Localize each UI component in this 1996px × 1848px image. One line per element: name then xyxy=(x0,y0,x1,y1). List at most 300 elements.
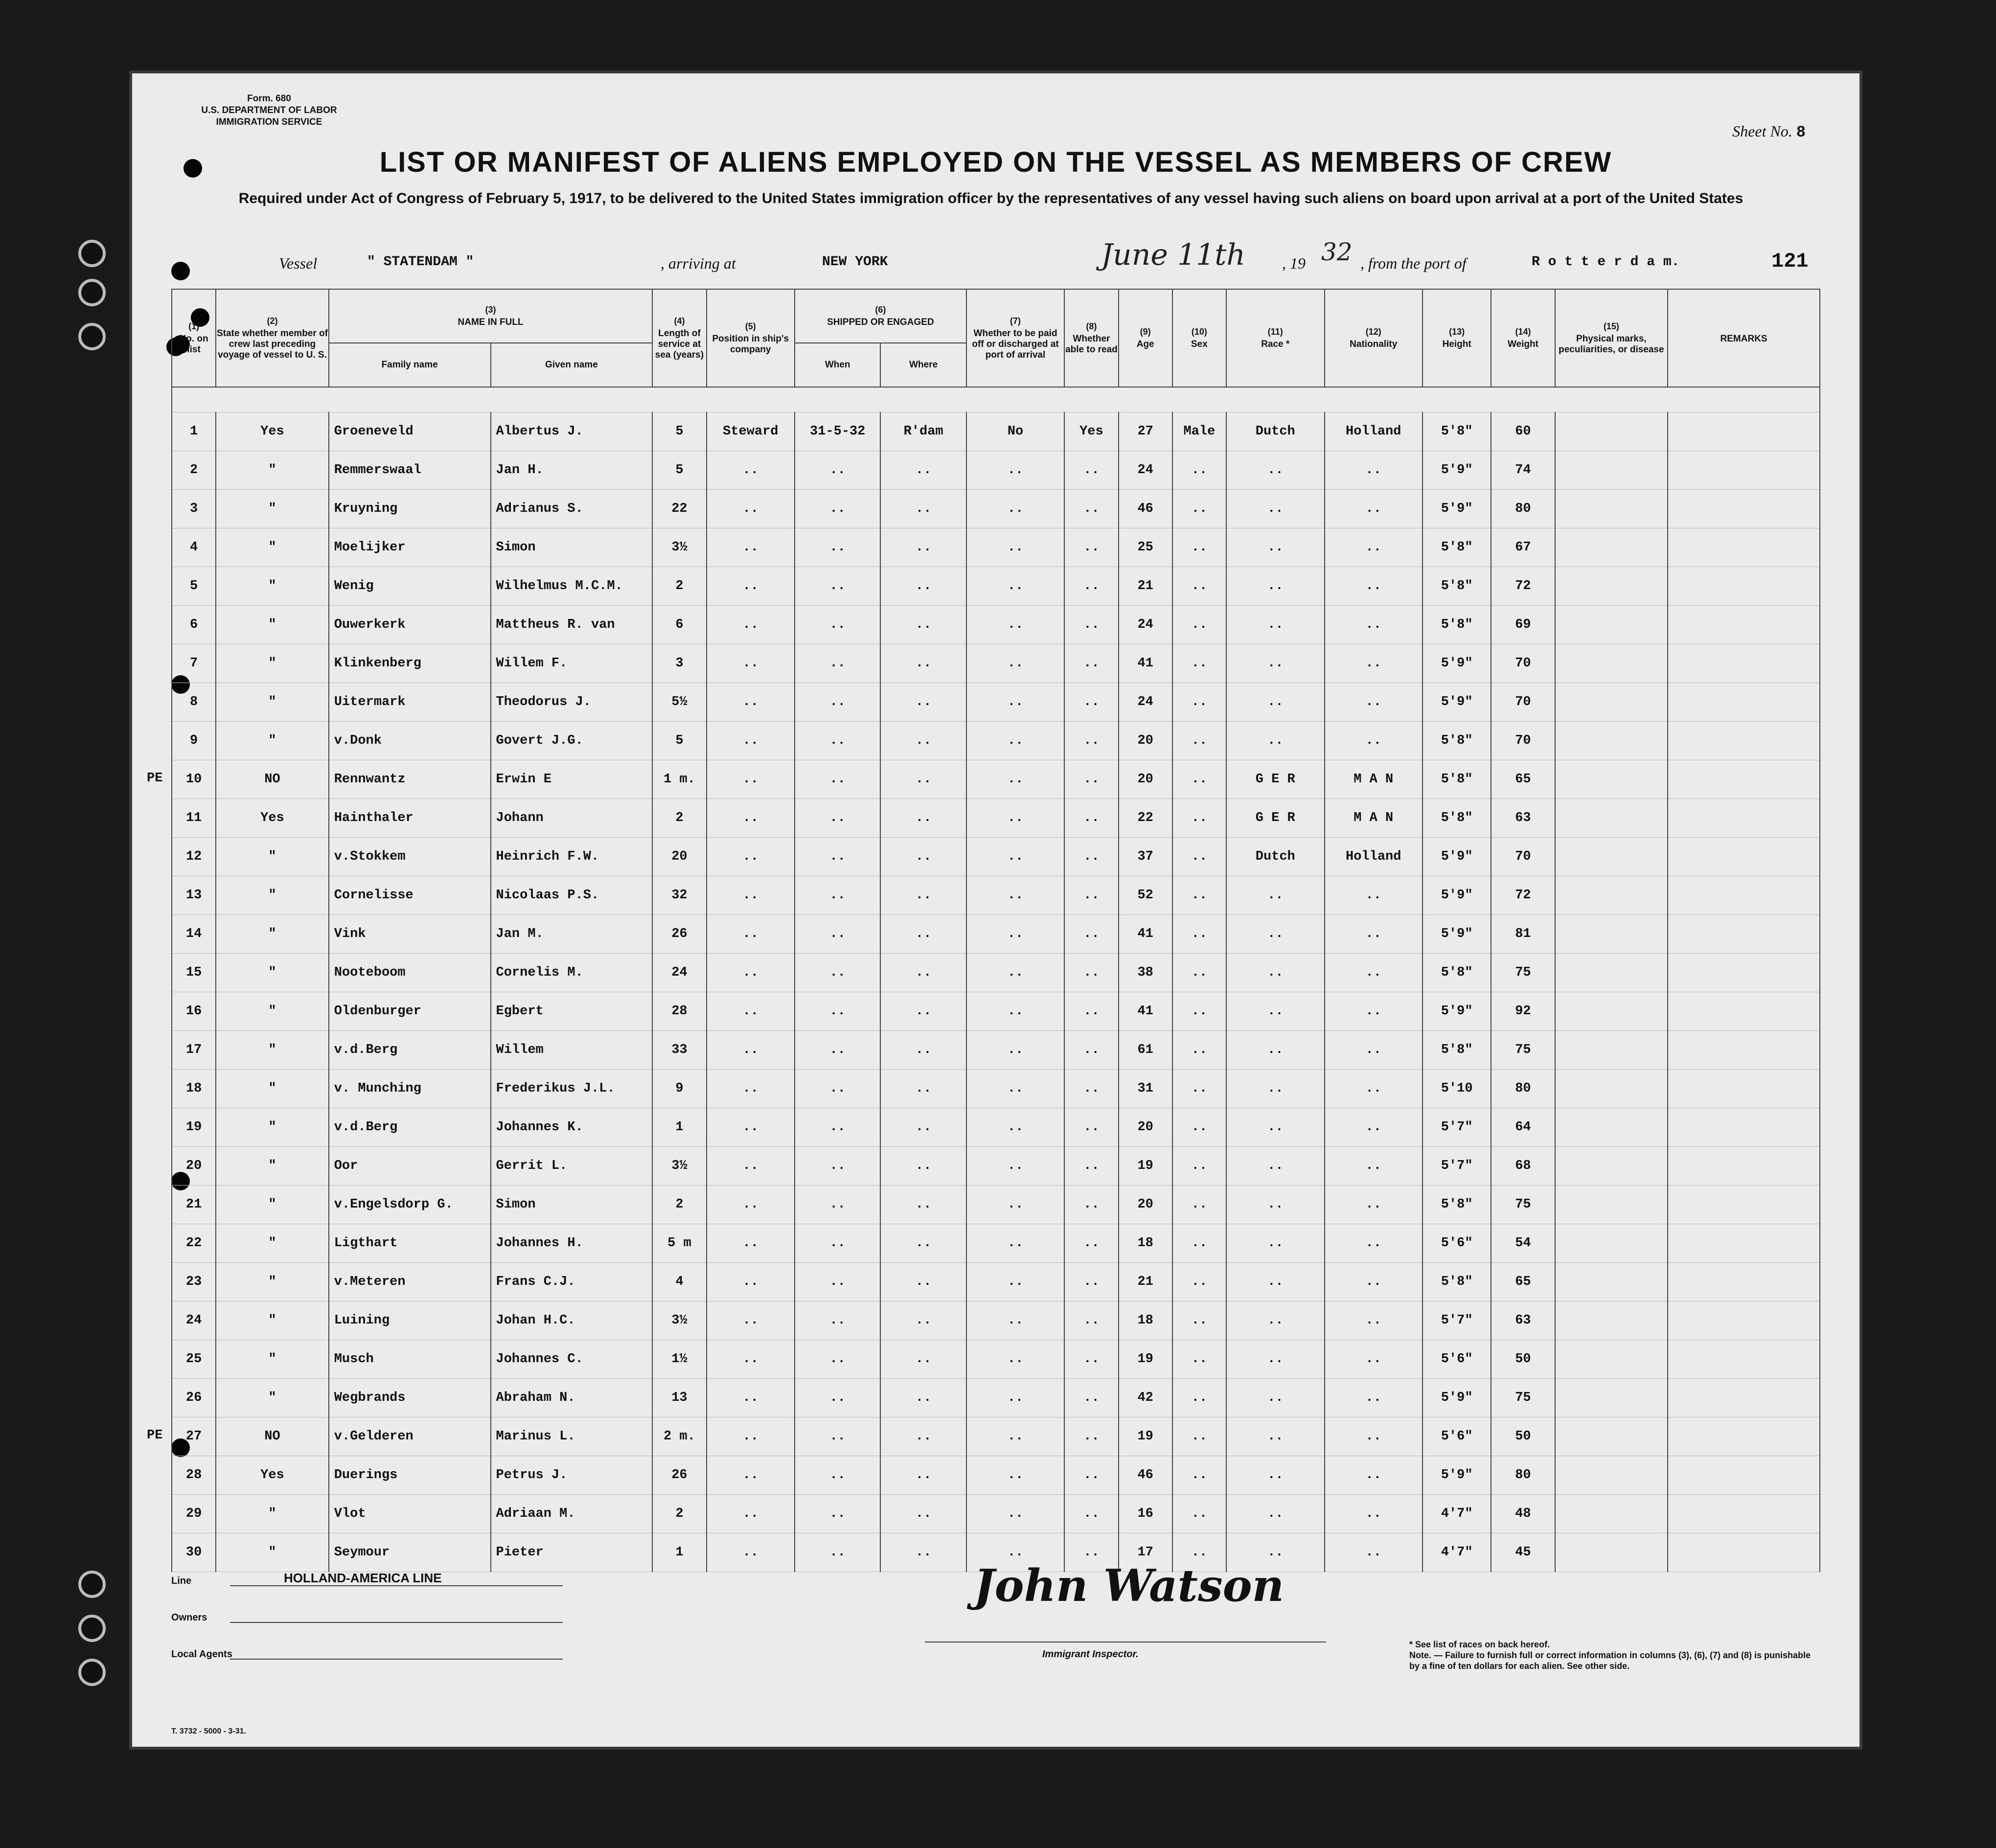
cell-nationality: .. xyxy=(1325,606,1422,644)
cell-position: .. xyxy=(707,1031,795,1070)
cell-given: Johannes H. xyxy=(491,1224,653,1263)
col-sex: (10) Sex xyxy=(1172,289,1226,387)
cell-service: 5 xyxy=(652,412,706,451)
cell-nationality: .. xyxy=(1325,1263,1422,1301)
cell-prev: " xyxy=(216,683,329,722)
cell-nationality: .. xyxy=(1325,1379,1422,1417)
cell-no: 21 xyxy=(172,1186,216,1224)
cell-weight: 72 xyxy=(1491,567,1555,606)
cell-paid: .. xyxy=(966,954,1064,992)
cell-when: .. xyxy=(795,915,880,954)
cell-given: Simon xyxy=(491,1186,653,1224)
from-label: , from the port of xyxy=(1360,254,1467,272)
cell-weight: 80 xyxy=(1491,1070,1555,1108)
cell-where: .. xyxy=(880,1340,966,1379)
cell-sex: .. xyxy=(1172,606,1226,644)
cell-height: 5'10 xyxy=(1422,1070,1491,1108)
cell-remarks xyxy=(1668,567,1820,606)
cell-weight: 80 xyxy=(1491,490,1555,528)
footer xyxy=(171,1560,1820,1737)
cell-age: 31 xyxy=(1119,1070,1172,1108)
cell-paid: .. xyxy=(966,722,1064,760)
cell-physical-marks xyxy=(1555,644,1668,683)
cell-weight: 68 xyxy=(1491,1147,1555,1186)
crew-manifest-table xyxy=(171,289,1820,1572)
cell-service: 4 xyxy=(652,1263,706,1301)
table-row xyxy=(172,1108,1820,1147)
cell-remarks xyxy=(1668,992,1820,1031)
table-row xyxy=(172,1031,1820,1070)
cell-paid: .. xyxy=(966,1340,1064,1379)
cell-physical-marks xyxy=(1555,954,1668,992)
pe-marker: PE xyxy=(147,771,163,786)
cell-family: Hainthaler xyxy=(329,799,491,838)
cell-sex: .. xyxy=(1172,1224,1226,1263)
cell-nationality: .. xyxy=(1325,490,1422,528)
cell-prev: " xyxy=(216,1495,329,1533)
cell-no: 23 xyxy=(172,1263,216,1301)
cell-weight: 45 xyxy=(1491,1533,1555,1572)
cell-position: .. xyxy=(707,1147,795,1186)
cell-age: 46 xyxy=(1119,490,1172,528)
table-row xyxy=(172,1495,1820,1533)
cell-physical-marks xyxy=(1555,1495,1668,1533)
cell-position: .. xyxy=(707,528,795,567)
owners-label: Owners xyxy=(171,1612,207,1623)
cell-where: .. xyxy=(880,1263,966,1301)
cell-height: 5'8" xyxy=(1422,1031,1491,1070)
cell-physical-marks xyxy=(1555,722,1668,760)
cell-nationality: .. xyxy=(1325,1417,1422,1456)
col-length-of-service: (4) Length of service at sea (years) xyxy=(652,289,706,387)
cell-age: 46 xyxy=(1119,1456,1172,1495)
cell-prev: " xyxy=(216,992,329,1031)
col-paid-off: (7) Whether to be paid off or discharged at port of arrival xyxy=(966,289,1064,387)
cell-physical-marks xyxy=(1555,1147,1668,1186)
cell-age: 18 xyxy=(1119,1224,1172,1263)
cell-family: Uitermark xyxy=(329,683,491,722)
footnote-penalty: Note. — Failure to furnish full or correct information in columns (3), (6), (7) and (8) is punishable by a fine of ten dollars for each alien. See other side. xyxy=(1409,1650,1811,1671)
cell-no: 9 xyxy=(172,722,216,760)
col-physical-marks: (15) Physical marks, peculiarities, or disease xyxy=(1555,289,1668,387)
cell-read: .. xyxy=(1064,683,1118,722)
cell-nationality: M A N xyxy=(1325,799,1422,838)
cell-where: .. xyxy=(880,1147,966,1186)
cell-read: .. xyxy=(1064,1108,1118,1147)
cell-where: .. xyxy=(880,1495,966,1533)
pe-marker: PE xyxy=(147,1428,163,1443)
cell-paid: .. xyxy=(966,1533,1064,1572)
cell-prev: Yes xyxy=(216,799,329,838)
agents-label: Local Agents xyxy=(171,1649,232,1660)
cell-position: .. xyxy=(707,1108,795,1147)
cell-race: .. xyxy=(1226,1379,1324,1417)
cell-weight: 75 xyxy=(1491,1031,1555,1070)
cell-prev: " xyxy=(216,1340,329,1379)
cell-family: Moelijker xyxy=(329,528,491,567)
cell-height: 5'6" xyxy=(1422,1224,1491,1263)
cell-remarks xyxy=(1668,1456,1820,1495)
cell-sex: .. xyxy=(1172,1495,1226,1533)
cell-position: .. xyxy=(707,799,795,838)
cell-physical-marks xyxy=(1555,1417,1668,1456)
cell-physical-marks xyxy=(1555,412,1668,451)
cell-remarks xyxy=(1668,606,1820,644)
col-given-name: Given name xyxy=(491,343,653,387)
cell-remarks xyxy=(1668,644,1820,683)
cell-height: 5'8" xyxy=(1422,722,1491,760)
cell-physical-marks xyxy=(1555,992,1668,1031)
cell-height: 5'9" xyxy=(1422,1379,1491,1417)
cell-prev: " xyxy=(216,915,329,954)
cell-prev: " xyxy=(216,1147,329,1186)
cell-when: .. xyxy=(795,451,880,490)
cell-height: 5'6" xyxy=(1422,1417,1491,1456)
cell-nationality: M A N xyxy=(1325,760,1422,799)
cell-age: 27 xyxy=(1119,412,1172,451)
table-row xyxy=(172,606,1820,644)
cell-where: .. xyxy=(880,644,966,683)
cell-paid: .. xyxy=(966,567,1064,606)
cell-paid: .. xyxy=(966,683,1064,722)
cell-height: 5'8" xyxy=(1422,567,1491,606)
cell-sex: .. xyxy=(1172,1533,1226,1572)
cell-age: 41 xyxy=(1119,644,1172,683)
cell-remarks xyxy=(1668,412,1820,451)
cell-race: .. xyxy=(1226,567,1324,606)
cell-service: 22 xyxy=(652,490,706,528)
cell-remarks xyxy=(1668,1108,1820,1147)
cell-no: 19 xyxy=(172,1108,216,1147)
cell-paid: .. xyxy=(966,838,1064,876)
cell-height: 5'8" xyxy=(1422,954,1491,992)
cell-read: .. xyxy=(1064,1456,1118,1495)
cell-sex: Male xyxy=(1172,412,1226,451)
cell-where: R'dam xyxy=(880,412,966,451)
cell-given: Adrianus S. xyxy=(491,490,653,528)
cell-paid: .. xyxy=(966,451,1064,490)
cell-no: 8 xyxy=(172,683,216,722)
cell-given: Willem F. xyxy=(491,644,653,683)
form-number: Form. 680 xyxy=(247,93,291,104)
cell-race: .. xyxy=(1226,1031,1324,1070)
cell-weight: 69 xyxy=(1491,606,1555,644)
cell-service: 1 xyxy=(652,1533,706,1572)
cell-family: v.Stokkem xyxy=(329,838,491,876)
cell-when: .. xyxy=(795,1340,880,1379)
table-row xyxy=(172,644,1820,683)
cell-race: .. xyxy=(1226,528,1324,567)
table-row xyxy=(172,490,1820,528)
cell-race: Dutch xyxy=(1226,838,1324,876)
cell-race: .. xyxy=(1226,915,1324,954)
cell-no: 15 xyxy=(172,954,216,992)
inspector-signature: John Watson xyxy=(974,1560,1285,1612)
cell-when: .. xyxy=(795,1456,880,1495)
cell-read: .. xyxy=(1064,1533,1118,1572)
cell-when: .. xyxy=(795,567,880,606)
cell-no: 14 xyxy=(172,915,216,954)
cell-nationality: .. xyxy=(1325,1340,1422,1379)
cell-race: .. xyxy=(1226,683,1324,722)
cell-given: Govert J.G. xyxy=(491,722,653,760)
cell-family: Groeneveld xyxy=(329,412,491,451)
cell-read: .. xyxy=(1064,567,1118,606)
cell-weight: 60 xyxy=(1491,412,1555,451)
cell-race: .. xyxy=(1226,1533,1324,1572)
col-nationality: (12) Nationality xyxy=(1325,289,1422,387)
cell-weight: 65 xyxy=(1491,760,1555,799)
cell-position: .. xyxy=(707,1186,795,1224)
cell-family: Luining xyxy=(329,1301,491,1340)
table-body xyxy=(172,412,1820,1572)
cell-position: .. xyxy=(707,567,795,606)
cell-service: 3½ xyxy=(652,1301,706,1340)
cell-remarks xyxy=(1668,1495,1820,1533)
cell-prev: " xyxy=(216,1186,329,1224)
table-row xyxy=(172,954,1820,992)
table-row xyxy=(172,683,1820,722)
cell-service: 32 xyxy=(652,876,706,915)
cell-sex: .. xyxy=(1172,1031,1226,1070)
cell-paid: .. xyxy=(966,992,1064,1031)
cell-no: 11 xyxy=(172,799,216,838)
cell-where: .. xyxy=(880,606,966,644)
cell-race: .. xyxy=(1226,1340,1324,1379)
cell-when: .. xyxy=(795,1495,880,1533)
cell-given: Johannes K. xyxy=(491,1108,653,1147)
cell-family: Cornelisse xyxy=(329,876,491,915)
cell-where: .. xyxy=(880,1108,966,1147)
cell-no: 3 xyxy=(172,490,216,528)
cell-height: 5'8" xyxy=(1422,528,1491,567)
cell-when: .. xyxy=(795,490,880,528)
cell-nationality: .. xyxy=(1325,528,1422,567)
cell-remarks xyxy=(1668,451,1820,490)
cell-position: .. xyxy=(707,1263,795,1301)
cell-prev: " xyxy=(216,528,329,567)
cell-nationality: Holland xyxy=(1325,838,1422,876)
cell-no: 4 xyxy=(172,528,216,567)
line-value: HOLLAND-AMERICA LINE xyxy=(284,1571,442,1585)
cell-race: .. xyxy=(1226,606,1324,644)
cell-where: .. xyxy=(880,1379,966,1417)
cell-given: Wilhelmus M.C.M. xyxy=(491,567,653,606)
cell-position: .. xyxy=(707,451,795,490)
cell-given: Cornelis M. xyxy=(491,954,653,992)
cell-where: .. xyxy=(880,1070,966,1108)
cell-read: .. xyxy=(1064,760,1118,799)
table-row xyxy=(172,567,1820,606)
cell-age: 38 xyxy=(1119,954,1172,992)
cell-prev: " xyxy=(216,838,329,876)
cell-read: .. xyxy=(1064,1263,1118,1301)
cell-where: .. xyxy=(880,451,966,490)
col-race: (11) Race * xyxy=(1226,289,1324,387)
inspector-underline xyxy=(925,1642,1326,1643)
cell-sex: .. xyxy=(1172,451,1226,490)
cell-paid: .. xyxy=(966,876,1064,915)
cell-when: .. xyxy=(795,838,880,876)
cell-physical-marks xyxy=(1555,1186,1668,1224)
cell-remarks xyxy=(1668,1070,1820,1108)
cell-age: 20 xyxy=(1119,722,1172,760)
cell-age: 20 xyxy=(1119,1108,1172,1147)
cell-service: 1 m. xyxy=(652,760,706,799)
cell-service: 2 m. xyxy=(652,1417,706,1456)
cell-race: .. xyxy=(1226,1263,1324,1301)
cell-height: 5'9" xyxy=(1422,644,1491,683)
cell-nationality: .. xyxy=(1325,876,1422,915)
cell-weight: 70 xyxy=(1491,683,1555,722)
cell-race: .. xyxy=(1226,1147,1324,1186)
cell-when: .. xyxy=(795,1417,880,1456)
cell-physical-marks xyxy=(1555,490,1668,528)
cell-family: v. Munching xyxy=(329,1070,491,1108)
cell-family: Wegbrands xyxy=(329,1379,491,1417)
cell-weight: 64 xyxy=(1491,1108,1555,1147)
sheet-no-label: Sheet No. xyxy=(1732,122,1792,140)
cell-remarks xyxy=(1668,1340,1820,1379)
cell-physical-marks xyxy=(1555,1301,1668,1340)
cell-paid: .. xyxy=(966,528,1064,567)
cell-weight: 67 xyxy=(1491,528,1555,567)
cell-family: v.Engelsdorp G. xyxy=(329,1186,491,1224)
table-row xyxy=(172,1263,1820,1301)
cell-given: Willem xyxy=(491,1031,653,1070)
cell-weight: 70 xyxy=(1491,644,1555,683)
cell-position: .. xyxy=(707,954,795,992)
cell-no: 7 xyxy=(172,644,216,683)
table-row xyxy=(172,1301,1820,1340)
cell-paid: .. xyxy=(966,1456,1064,1495)
cell-where: .. xyxy=(880,1533,966,1572)
cell-weight: 70 xyxy=(1491,838,1555,876)
cell-read: .. xyxy=(1064,1379,1118,1417)
cell-position: .. xyxy=(707,490,795,528)
cell-service: 9 xyxy=(652,1070,706,1108)
cell-no: 27 xyxy=(172,1417,216,1456)
cell-when: .. xyxy=(795,1263,880,1301)
cell-where: .. xyxy=(880,760,966,799)
cell-race: Dutch xyxy=(1226,412,1324,451)
cell-service: 3½ xyxy=(652,1147,706,1186)
cell-weight: 70 xyxy=(1491,722,1555,760)
cell-remarks xyxy=(1668,1301,1820,1340)
cell-height: 5'6" xyxy=(1422,1340,1491,1379)
arrival-date: June 11th xyxy=(1101,238,1246,272)
line-label: Line xyxy=(171,1575,192,1586)
cell-prev: Yes xyxy=(216,412,329,451)
cell-read: .. xyxy=(1064,1070,1118,1108)
cell-position: .. xyxy=(707,1340,795,1379)
cell-where: .. xyxy=(880,528,966,567)
cell-where: .. xyxy=(880,876,966,915)
table-row xyxy=(172,838,1820,876)
cell-no: 12 xyxy=(172,838,216,876)
cell-physical-marks xyxy=(1555,1224,1668,1263)
cell-remarks xyxy=(1668,760,1820,799)
cell-where: .. xyxy=(880,838,966,876)
cell-where: .. xyxy=(880,992,966,1031)
binder-hole xyxy=(78,240,106,267)
cell-sex: .. xyxy=(1172,1186,1226,1224)
cell-sex: .. xyxy=(1172,644,1226,683)
cell-position: .. xyxy=(707,1417,795,1456)
cell-family: v.Meteren xyxy=(329,1263,491,1301)
owners-underline xyxy=(230,1622,563,1623)
cell-no: 17 xyxy=(172,1031,216,1070)
cell-given: Petrus J. xyxy=(491,1456,653,1495)
form-header xyxy=(176,93,362,128)
cell-height: 5'8" xyxy=(1422,799,1491,838)
cell-height: 5'9" xyxy=(1422,992,1491,1031)
cell-when: .. xyxy=(795,1379,880,1417)
cell-remarks xyxy=(1668,1417,1820,1456)
cell-height: 5'9" xyxy=(1422,915,1491,954)
cell-physical-marks xyxy=(1555,1031,1668,1070)
cell-age: 22 xyxy=(1119,799,1172,838)
cell-paid: .. xyxy=(966,644,1064,683)
col-remarks: REMARKS xyxy=(1668,289,1820,387)
cell-physical-marks xyxy=(1555,1108,1668,1147)
cell-sex: .. xyxy=(1172,1456,1226,1495)
cell-prev: " xyxy=(216,451,329,490)
cell-height: 5'7" xyxy=(1422,1147,1491,1186)
binder-hole xyxy=(78,323,106,350)
cell-position: .. xyxy=(707,915,795,954)
table-row xyxy=(172,1456,1820,1495)
cell-age: 42 xyxy=(1119,1379,1172,1417)
table-row xyxy=(172,1147,1820,1186)
cell-when: .. xyxy=(795,1070,880,1108)
vessel-label: Vessel xyxy=(279,254,318,272)
cell-nationality: .. xyxy=(1325,1147,1422,1186)
cell-height: 5'9" xyxy=(1422,876,1491,915)
cell-read: .. xyxy=(1064,1340,1118,1379)
col-age: (9) Age xyxy=(1119,289,1172,387)
cell-read: .. xyxy=(1064,490,1118,528)
col-where: Where xyxy=(880,343,966,387)
cell-remarks xyxy=(1668,1031,1820,1070)
cell-when: .. xyxy=(795,992,880,1031)
cell-race: .. xyxy=(1226,1456,1324,1495)
cell-read: .. xyxy=(1064,915,1118,954)
page-subtitle: Required under Act of Congress of February 5, 1917, to be delivered to the United States immigration officer by the representatives of any vessel having such aliens on board upon arrival at a port of the United States xyxy=(238,190,1744,206)
cell-weight: 50 xyxy=(1491,1340,1555,1379)
cell-paid: .. xyxy=(966,1301,1064,1340)
cell-no: 2 xyxy=(172,451,216,490)
cell-when: .. xyxy=(795,760,880,799)
cell-no: 24 xyxy=(172,1301,216,1340)
cell-where: .. xyxy=(880,722,966,760)
cell-prev: " xyxy=(216,1070,329,1108)
cell-physical-marks xyxy=(1555,1340,1668,1379)
cell-paid: .. xyxy=(966,760,1064,799)
cell-physical-marks xyxy=(1555,760,1668,799)
binder-hole xyxy=(78,1615,106,1642)
cell-service: 1½ xyxy=(652,1340,706,1379)
cell-paid: No xyxy=(966,412,1064,451)
cell-family: Remmerswaal xyxy=(329,451,491,490)
cell-service: 5 m xyxy=(652,1224,706,1263)
cell-service: 3 xyxy=(652,644,706,683)
cell-no: 18 xyxy=(172,1070,216,1108)
cell-position: .. xyxy=(707,722,795,760)
cell-sex: .. xyxy=(1172,1417,1226,1456)
cell-race: .. xyxy=(1226,954,1324,992)
cell-weight: 54 xyxy=(1491,1224,1555,1263)
